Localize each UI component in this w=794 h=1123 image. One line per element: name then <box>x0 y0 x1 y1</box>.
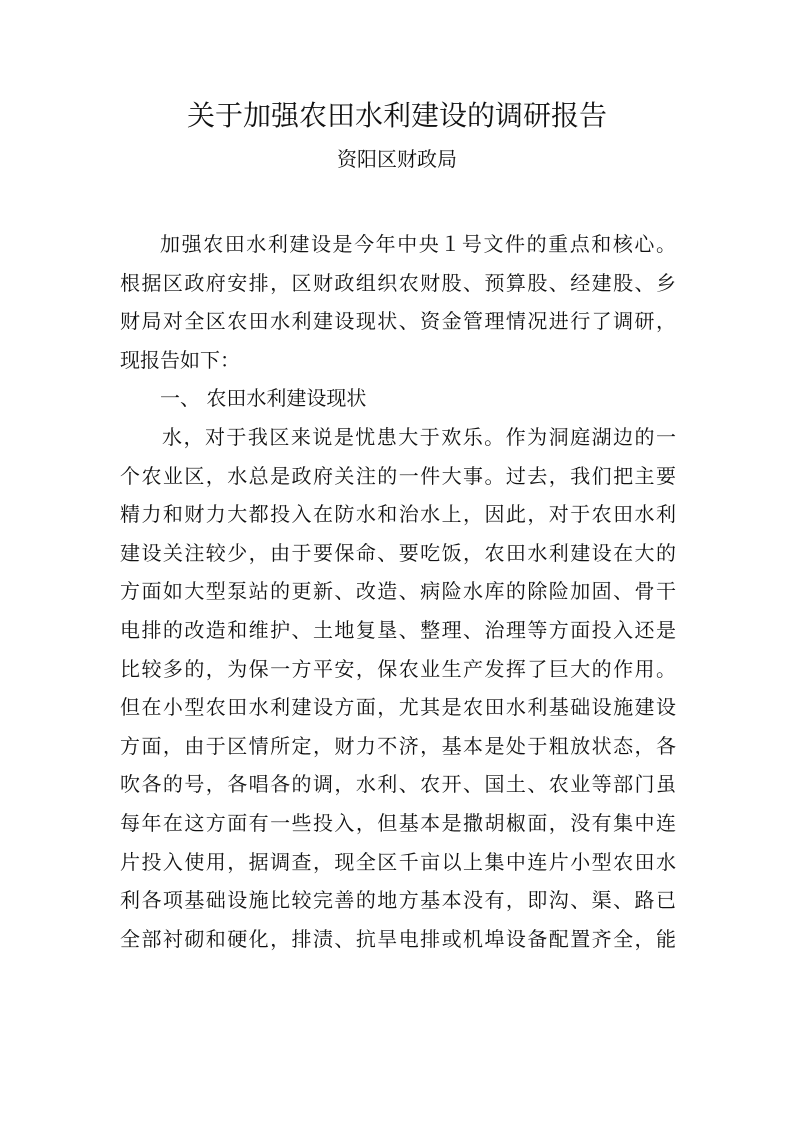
paragraph-1-line-4: 现报告如下： <box>120 347 240 372</box>
paragraph-1-line-3: 财局对全区农田水利建设现状、资金管理情况进行了调研， <box>120 309 676 334</box>
paragraph-1-line-2: 根据区政府安排，区财政组织农财股、预算股、经建股、乡 <box>120 270 676 295</box>
document-author: 资阳区财政局 <box>337 147 457 171</box>
paragraph-2-line-7: 比较多的，为保一方平安，保农业生产发挥了巨大的作用。 <box>120 656 676 681</box>
paragraph-2-line-12: 片投入使用，据调查，现全区千亩以上集中连片小型农田水 <box>120 849 676 874</box>
paragraph-2-line-14: 全部衬砌和硬化，排渍、抗旱电排或机埠设备配置齐全，能 <box>120 926 676 951</box>
paragraph-2-line-1: 水，对于我区来说是忧患大于欢乐。作为洞庭湖边的一 <box>162 424 676 449</box>
paragraph-2-line-10: 吹各的号，各唱各的调，水利、农开、国土、农业等部门虽 <box>120 772 676 797</box>
paragraph-2-line-2: 个农业区，水总是政府关注的一件大事。过去，我们把主要 <box>120 463 676 488</box>
paragraph-2-line-11: 每年在这方面有一些投入，但基本是撒胡椒面，没有集中连 <box>120 810 676 835</box>
section-1-heading: 一、 农田水利建设现状 <box>160 386 367 411</box>
paragraph-2-line-5: 方面如大型泵站的更新、改造、病险水库的除险加固、骨干 <box>120 579 676 604</box>
paragraph-2-line-4: 建设关注较少，由于要保命、要吃饭，农田水利建设在大的 <box>120 540 676 565</box>
paragraph-2-line-13: 利各项基础设施比较完善的地方基本没有，即沟、渠、路已 <box>120 888 676 913</box>
paragraph-2-line-3: 精力和财力大都投入在防水和治水上，因此，对于农田水利 <box>120 502 676 527</box>
paragraph-2-line-6: 电排的改造和维护、土地复垦、整理、治理等方面投入还是 <box>120 617 676 642</box>
document-title: 关于加强农田水利建设的调研报告 <box>186 99 607 132</box>
document-body <box>120 225 676 958</box>
paragraph-2-line-8: 但在小型农田水利建设方面，尤其是农田水利基础设施建设 <box>120 695 676 720</box>
paragraph-2-line-9: 方面，由于区情所定，财力不济，基本是处于粗放状态，各 <box>120 733 676 758</box>
paragraph-1-line-1: 加强农田水利建设是今年中央１号文件的重点和核心。 <box>160 232 676 256</box>
